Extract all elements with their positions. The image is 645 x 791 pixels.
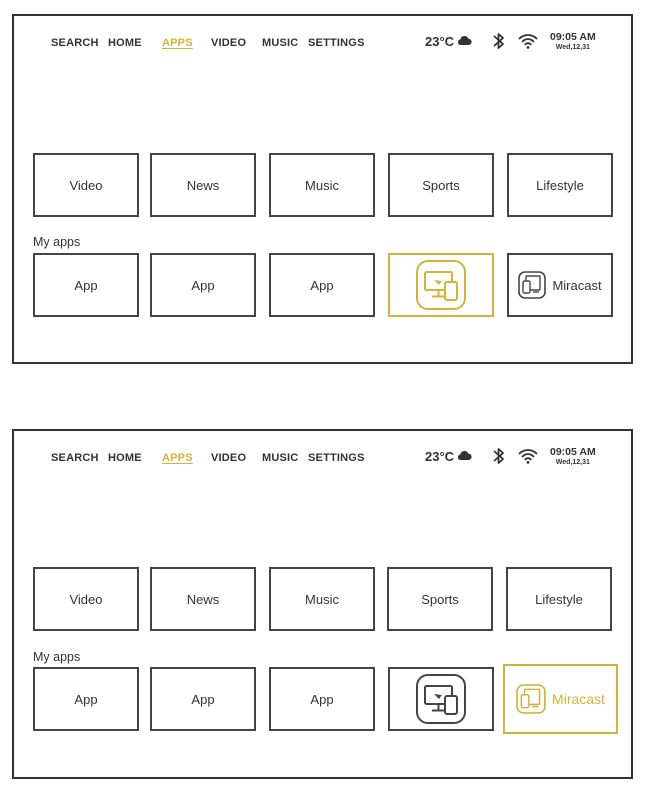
temperature: 23°C	[425, 449, 455, 464]
category-video[interactable]: Video	[33, 153, 139, 217]
app-tile-1[interactable]: App	[33, 667, 139, 731]
miracast-label: Miracast	[552, 691, 605, 707]
category-sports[interactable]: Sports	[387, 567, 493, 631]
nav-music[interactable]: MUSIC	[262, 452, 299, 464]
miracast-tile[interactable]	[503, 664, 618, 734]
app-tile-2[interactable]: App	[150, 253, 256, 317]
nav-search[interactable]: SEARCH	[51, 37, 99, 49]
miracast-icon	[516, 684, 546, 714]
miracast-tile[interactable]	[507, 253, 613, 317]
bluetooth-icon	[492, 31, 506, 51]
screen-2	[12, 429, 633, 779]
nav-video[interactable]: VIDEO	[211, 452, 247, 464]
screen-cast-icon	[415, 259, 467, 311]
category-lifestyle[interactable]: Lifestyle	[507, 153, 613, 217]
category-music[interactable]: Music	[269, 153, 375, 217]
wifi-icon	[518, 32, 538, 50]
my-apps-label: My apps	[33, 650, 81, 664]
miracast-label: Miracast	[552, 277, 602, 293]
app-tile-3[interactable]: App	[269, 253, 375, 317]
clock-time: 09:05 AM	[550, 446, 596, 458]
my-apps-label: My apps	[33, 235, 81, 249]
clock	[550, 446, 596, 467]
category-news[interactable]: News	[150, 567, 256, 631]
clock	[550, 31, 596, 52]
nav-settings[interactable]: SETTINGS	[308, 452, 365, 464]
cloud-icon	[456, 450, 472, 461]
category-music[interactable]: Music	[269, 567, 375, 631]
nav-video[interactable]: VIDEO	[211, 37, 247, 49]
cast-app-tile[interactable]	[388, 667, 494, 731]
nav-apps[interactable]: APPS	[162, 452, 193, 464]
app-tile-3[interactable]: App	[269, 667, 375, 731]
temperature: 23°C	[425, 34, 455, 49]
nav-search[interactable]: SEARCH	[51, 452, 99, 464]
wifi-icon	[518, 447, 538, 465]
cloud-icon	[456, 35, 472, 46]
category-lifestyle[interactable]: Lifestyle	[506, 567, 612, 631]
bluetooth-icon	[492, 446, 506, 466]
cast-app-tile[interactable]	[388, 253, 494, 317]
clock-date: Wed,12,31	[555, 44, 590, 51]
category-news[interactable]: News	[150, 153, 256, 217]
nav-apps[interactable]: APPS	[162, 37, 193, 49]
category-sports[interactable]: Sports	[388, 153, 494, 217]
app-tile-2[interactable]: App	[150, 667, 256, 731]
nav-home[interactable]: HOME	[108, 452, 142, 464]
nav-settings[interactable]: SETTINGS	[308, 37, 365, 49]
screen-cast-icon	[415, 673, 467, 725]
screen-1	[12, 14, 633, 364]
clock-time: 09:05 AM	[550, 31, 596, 43]
nav-music[interactable]: MUSIC	[262, 37, 299, 49]
category-video[interactable]: Video	[33, 567, 139, 631]
nav-home[interactable]: HOME	[108, 37, 142, 49]
miracast-icon	[518, 271, 546, 299]
app-tile-1[interactable]: App	[33, 253, 139, 317]
clock-date: Wed,12,31	[555, 459, 590, 466]
